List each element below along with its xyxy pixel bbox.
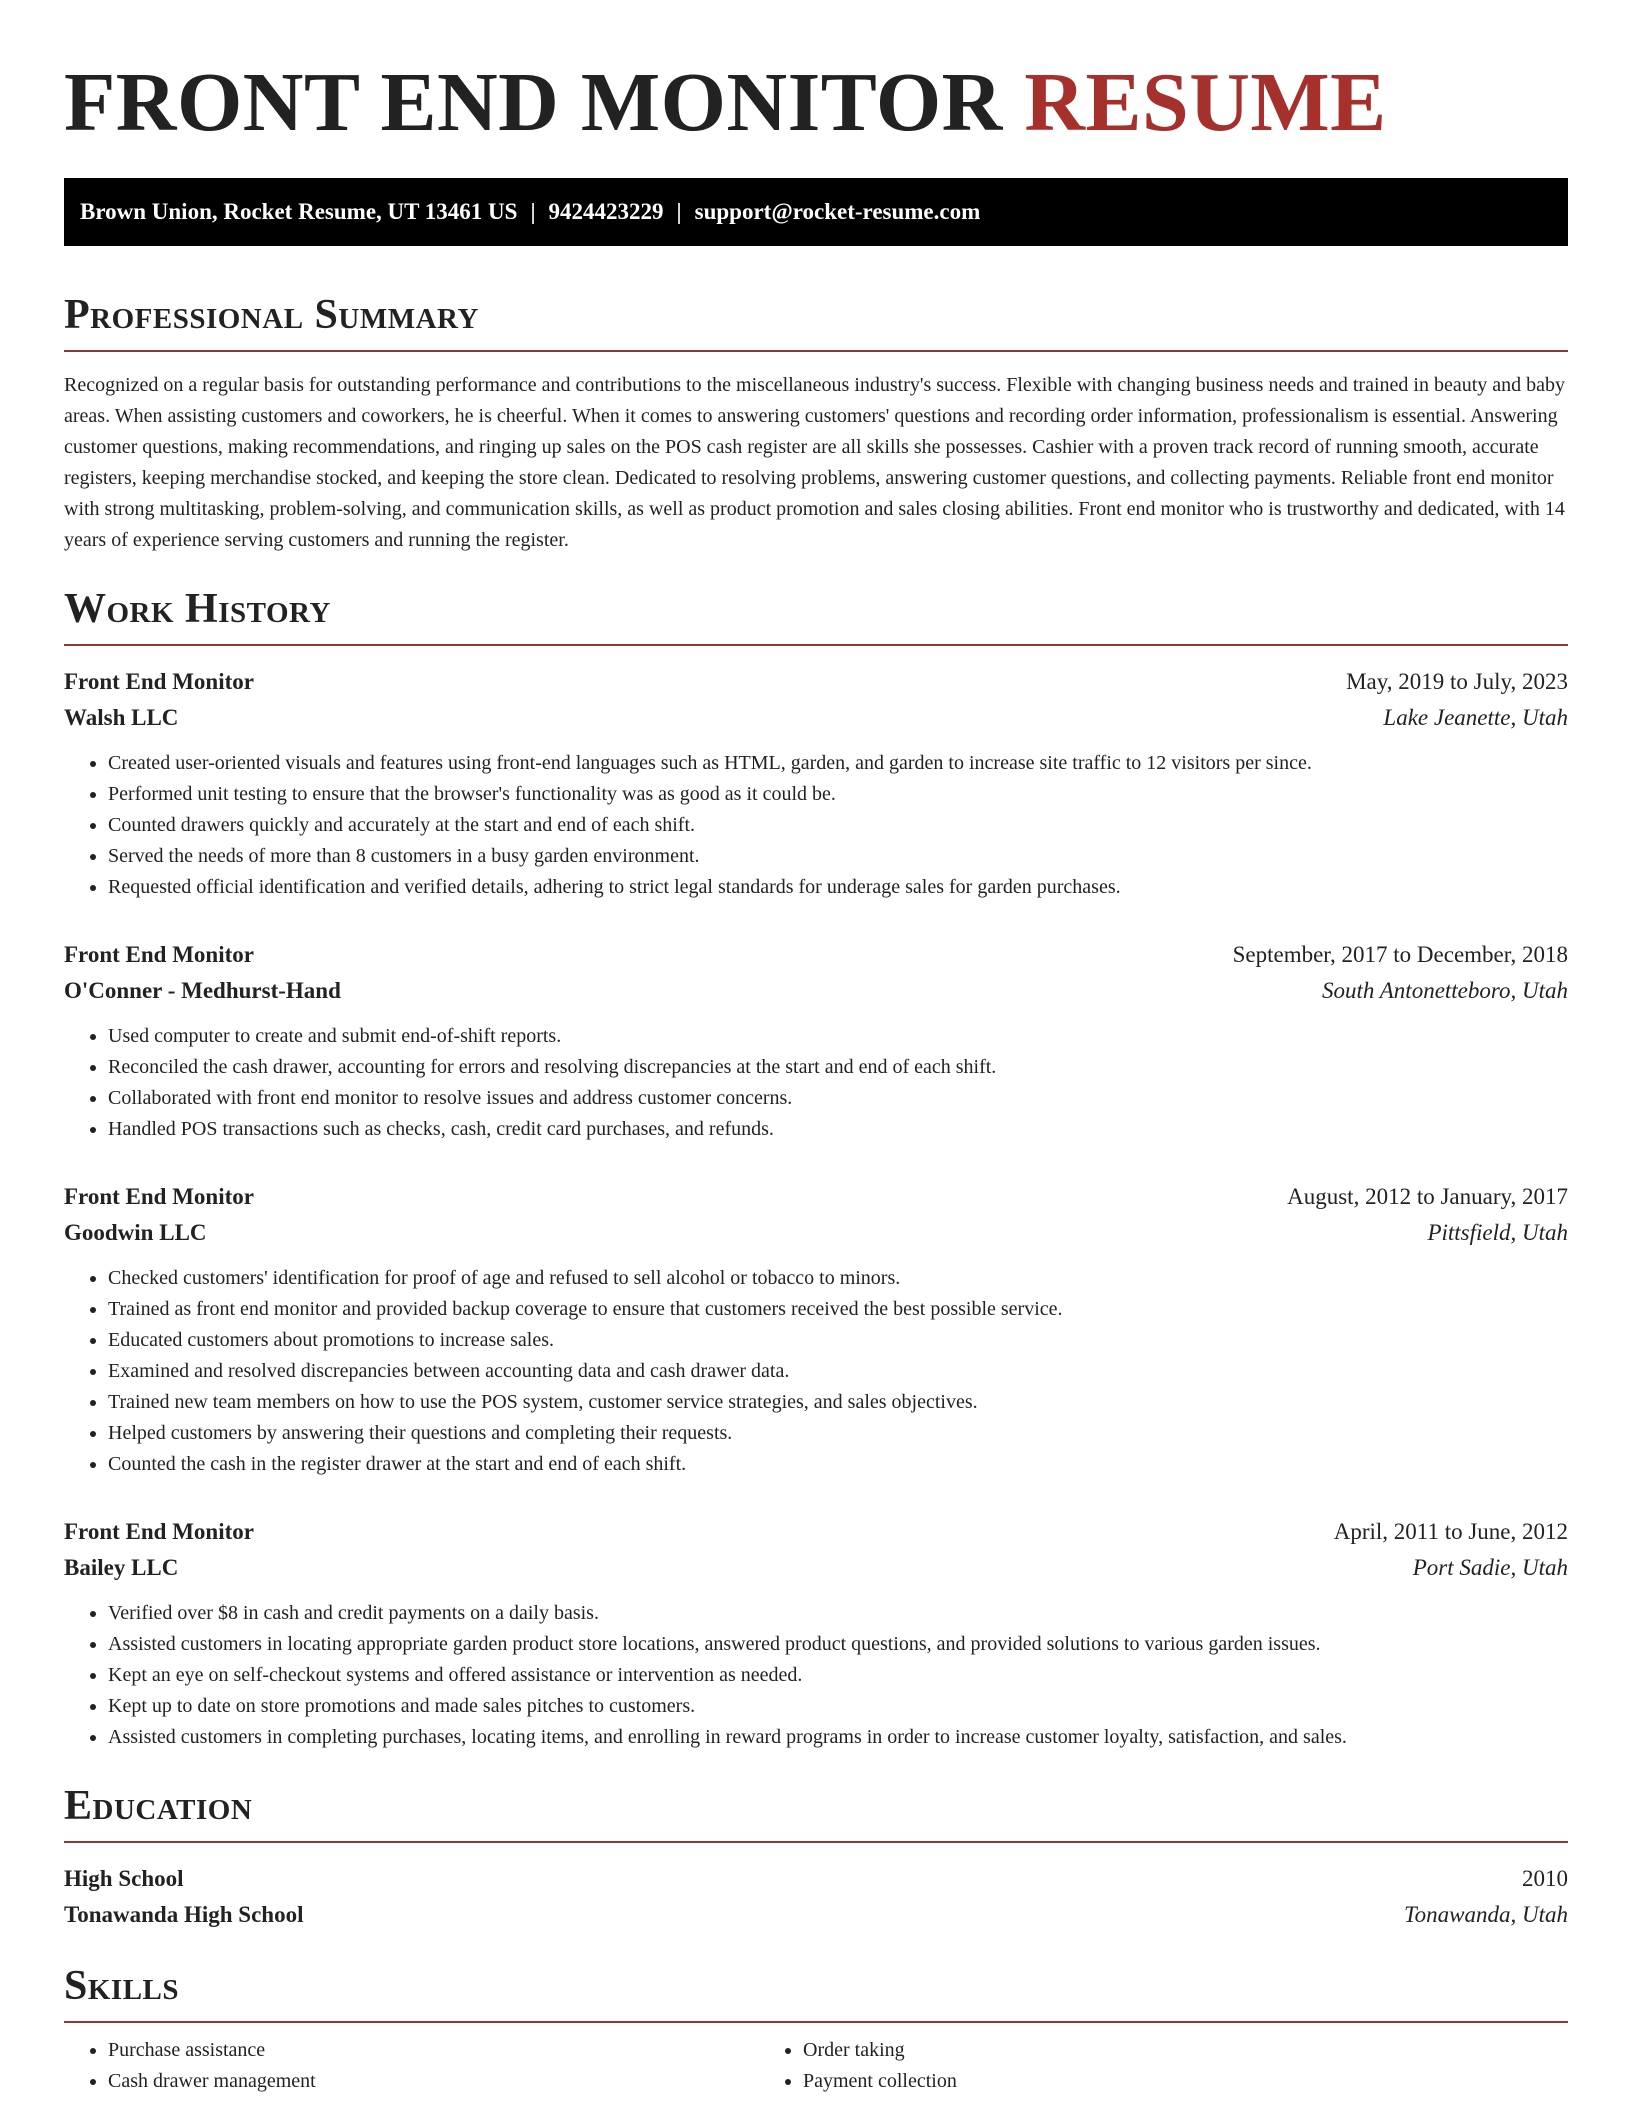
- skills-list-right: [759, 2035, 1454, 2097]
- job-company-row: [64, 700, 1568, 736]
- job-company-row: [64, 1550, 1568, 1586]
- contact-separator: |: [676, 199, 682, 224]
- job-location: Lake Jeanette, Utah: [1383, 705, 1568, 730]
- education-section: [64, 1781, 1568, 1933]
- section-divider: [64, 350, 1568, 352]
- contact-separator: |: [530, 199, 536, 224]
- job-title: Front End Monitor: [64, 1519, 254, 1544]
- job-company: Bailey LLC: [64, 1555, 179, 1580]
- list-item: • Verified over $8 in cash and credit payments on a daily basis.: [108, 1598, 1568, 1629]
- list-item: • Kept up to date on store promotions and made sales pitches to customers.: [108, 1691, 1568, 1722]
- job-dates: September, 2017 to December, 2018: [1232, 942, 1568, 967]
- list-item: • Trained as front end monitor and provided backup coverage to ensure that customers received the best possible service.: [108, 1294, 1568, 1325]
- list-item: • Educated customers about promotions to increase sales.: [108, 1325, 1568, 1356]
- list-item: • Counted drawers quickly and accurately at the start and end of each shift.: [108, 810, 1568, 841]
- section-divider: [64, 644, 1568, 646]
- list-item: • Counted the cash in the register drawer at the start and end of each shift.: [108, 1449, 1568, 1480]
- job-header-row: [64, 937, 1568, 973]
- title-accent: RESUME: [1024, 56, 1387, 149]
- summary-section: [64, 290, 1568, 556]
- list-item: • Performed unit testing to ensure that the browser's functionality was as good as it could be.: [108, 779, 1568, 810]
- job-header-row: [64, 664, 1568, 700]
- section-heading-work: Work History: [64, 586, 331, 632]
- list-item: • Used computer to create and submit end-of-shift reports.: [108, 1021, 1568, 1052]
- skill-item: • Cash drawer management: [108, 2066, 759, 2097]
- skill-item: • Order taking: [803, 2035, 1454, 2066]
- list-item: • Trained new team members on how to use the POS system, customer service strategies, and sales objectives.: [108, 1387, 1568, 1418]
- resume-title: [64, 0, 1568, 148]
- section-divider: [64, 1841, 1568, 1843]
- job-dates: May, 2019 to July, 2023: [1346, 669, 1568, 694]
- contact-email: support@rocket-resume.com: [694, 199, 981, 224]
- education-degree: High School: [64, 1866, 184, 1891]
- list-item: • Handled POS transactions such as checks, cash, credit card purchases, and refunds.: [108, 1114, 1568, 1145]
- work-history-section: [64, 584, 1568, 1753]
- list-item: • Assisted customers in locating appropriate garden product store locations, answered product questions, and provided solutions to various garden issues.: [108, 1629, 1568, 1660]
- education-entry: [64, 1861, 1568, 1933]
- contact-phone: 9424423229: [548, 199, 664, 224]
- contact-bar: [64, 178, 1568, 246]
- job-entry: [64, 937, 1568, 1145]
- list-item: • Assisted customers in completing purchases, locating items, and enrolling in reward programs in order to increase customer loyalty, satisfaction, and sales.: [108, 1722, 1568, 1753]
- skills-list-left: [64, 2035, 759, 2097]
- section-heading-skills: Skills: [64, 1963, 180, 2009]
- job-entry: [64, 1179, 1568, 1480]
- job-location: Port Sadie, Utah: [1412, 1555, 1568, 1580]
- job-company: Walsh LLC: [64, 705, 179, 730]
- job-entry: [64, 664, 1568, 903]
- job-header-row: [64, 1514, 1568, 1550]
- skills-columns: [64, 2035, 1568, 2097]
- list-item: • Requested official identification and verified details, adhering to strict legal standards for underage sales for garden purchases.: [108, 872, 1568, 903]
- education-school-row: [64, 1897, 1568, 1933]
- job-bullets: [64, 1021, 1568, 1145]
- list-item: • Checked customers' identification for proof of age and refused to sell alcohol or tobacco to minors.: [108, 1263, 1568, 1294]
- job-bullets: [64, 1598, 1568, 1753]
- section-divider: [64, 2021, 1568, 2023]
- job-company: Goodwin LLC: [64, 1220, 207, 1245]
- job-location: Pittsfield, Utah: [1427, 1220, 1568, 1245]
- job-dates: August, 2012 to January, 2017: [1287, 1184, 1568, 1209]
- list-item: • Reconciled the cash drawer, accounting for errors and resolving discrepancies at the start and end of each shift.: [108, 1052, 1568, 1083]
- list-item: • Examined and resolved discrepancies between accounting data and cash drawer data.: [108, 1356, 1568, 1387]
- list-item: • Created user-oriented visuals and features using front-end languages such as HTML, garden, and garden to increase site traffic to 12 visitors per since.: [108, 748, 1568, 779]
- job-title: Front End Monitor: [64, 1184, 254, 1209]
- list-item: • Helped customers by answering their questions and completing their requests.: [108, 1418, 1568, 1449]
- job-dates: April, 2011 to June, 2012: [1333, 1519, 1568, 1544]
- skills-section: [64, 1961, 1568, 2097]
- job-header-row: [64, 1179, 1568, 1215]
- section-heading-summary: Professional Summary: [64, 292, 479, 338]
- education-degree-row: [64, 1861, 1568, 1897]
- list-item: • Served the needs of more than 8 customers in a busy garden environment.: [108, 841, 1568, 872]
- section-heading-education: Education: [64, 1783, 253, 1829]
- list-item: • Collaborated with front end monitor to resolve issues and address customer concerns.: [108, 1083, 1568, 1114]
- education-year: 2010: [1522, 1866, 1568, 1891]
- skill-item: • Purchase assistance: [108, 2035, 759, 2066]
- job-bullets: [64, 748, 1568, 903]
- job-company: O'Conner - Medhurst-Hand: [64, 978, 341, 1003]
- title-main: FRONT END MONITOR: [64, 56, 1003, 149]
- education-location: Tonawanda, Utah: [1403, 1902, 1568, 1927]
- list-item: • Kept an eye on self-checkout systems and offered assistance or intervention as needed.: [108, 1660, 1568, 1691]
- job-title: Front End Monitor: [64, 942, 254, 967]
- job-location: South Antonetteboro, Utah: [1322, 978, 1568, 1003]
- job-title: Front End Monitor: [64, 669, 254, 694]
- job-bullets: [64, 1263, 1568, 1480]
- job-company-row: [64, 973, 1568, 1009]
- skill-item: • Payment collection: [803, 2066, 1454, 2097]
- contact-address: Brown Union, Rocket Resume, UT 13461 US: [80, 199, 518, 224]
- job-company-row: [64, 1215, 1568, 1251]
- education-school: Tonawanda High School: [64, 1902, 304, 1927]
- job-entry: [64, 1514, 1568, 1753]
- summary-text: Recognized on a regular basis for outstanding performance and contributions to the miscellaneous industry's success. Flexible with changing business needs and trained in beauty and baby areas. When assisting customers and coworkers, he is cheerful. When it comes to answering customers' questions and recording order information, professionalism is essential. Answering customer questions, making recommendations, and ringing up sales on the POS cash register are all skills she possesses. Cashier with a proven track record of running smooth, accurate registers, keeping merchandise stocked, and keeping the store clean. Dedicated to resolving problems, answering customer questions, and collecting payments. Reliable front end monitor with strong multitasking, problem-solving, and communication skills, as well as product promotion and sales closing abilities. Front end monitor who is trustworthy and dedicated, with 14 years of experience serving customers and running the register.: [64, 374, 1566, 551]
